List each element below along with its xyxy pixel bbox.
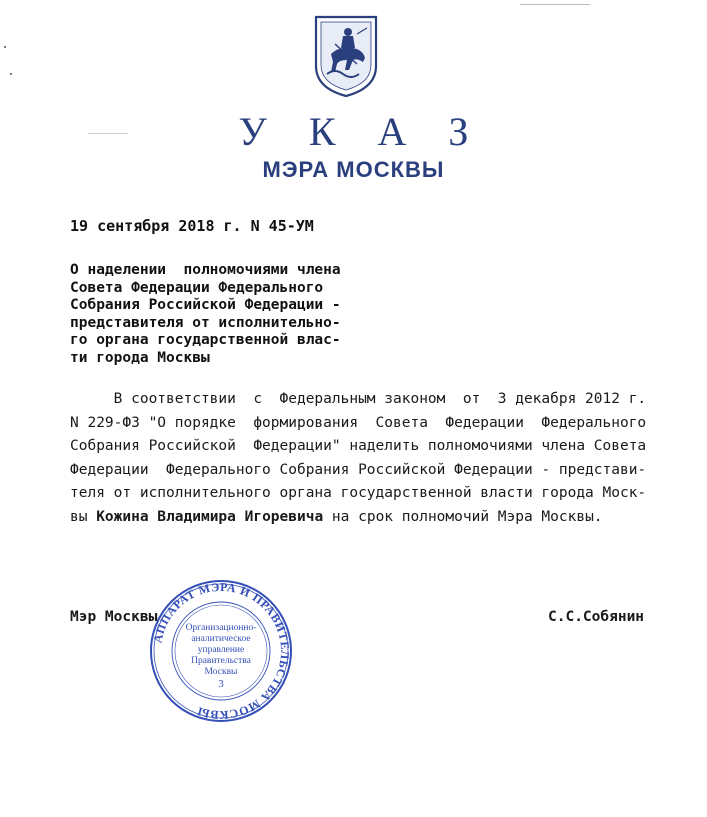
body-line-last bbox=[70, 506, 660, 530]
stamp-center-line: Организационно- bbox=[185, 623, 257, 633]
stamp-center-line: управление bbox=[197, 645, 245, 655]
scan-speck bbox=[10, 73, 12, 75]
subject-line: го органа государственной влас- bbox=[70, 332, 341, 348]
body-line-suffix: на срок полномочий Мэра Москвы. bbox=[323, 508, 603, 525]
stamp-center-line: аналитическое bbox=[191, 634, 251, 644]
appointee-name: Кожина Владимира Игоревича bbox=[96, 508, 324, 525]
decree-body bbox=[70, 388, 660, 529]
scan-speck bbox=[88, 133, 128, 134]
subject-line: О наделении полномочиями члена bbox=[70, 262, 341, 278]
moscow-emblem-icon bbox=[313, 14, 379, 98]
stamp-center-line: Москвы bbox=[204, 667, 238, 677]
subject-line: представителя от исполнительно- bbox=[70, 314, 341, 331]
body-line: Собрания Российской Федерации" наделить полномочиями члена Совета bbox=[70, 438, 647, 454]
scan-speck bbox=[520, 4, 590, 5]
body-line: теля от исполнительного органа государственной власти города Моск- bbox=[70, 485, 647, 501]
signatory-role: Мэр Москвы bbox=[70, 609, 158, 625]
issuer-heading: МЭРА МОСКВЫ bbox=[262, 157, 445, 182]
signatory-name: С.С.Собянин bbox=[548, 609, 645, 625]
subject-line: Совета Федерации Федерального bbox=[70, 279, 324, 296]
body-line: N 229-ФЗ "О порядке формирования Совета Федерации Федерального bbox=[70, 414, 647, 431]
date-number-line: 19 сентября 2018 г. N 45-УМ bbox=[70, 217, 314, 235]
body-line-prefix: вы bbox=[70, 508, 97, 525]
body-line: В соответствии с Федеральным законом от 3 декабря 2012 г. bbox=[70, 391, 647, 407]
stamp-ring-text: АППАРАТ МЭРА И ПРАВИТЕЛЬСТВА МОСКВЫ bbox=[150, 579, 293, 723]
subject-line: ти города Москвы bbox=[70, 349, 210, 366]
decree-subject bbox=[70, 262, 370, 367]
decree-title: У К А З bbox=[238, 109, 485, 154]
scan-speck bbox=[4, 46, 6, 48]
subject-line: Собрания Российской Федерации - bbox=[70, 297, 341, 313]
stamp-center-line: Правительства bbox=[191, 656, 251, 666]
official-stamp bbox=[148, 578, 294, 724]
stamp-number: 3 bbox=[218, 678, 224, 690]
body-line: Федерации Федерального Собрания Российской Федерации - представи- bbox=[70, 461, 647, 478]
